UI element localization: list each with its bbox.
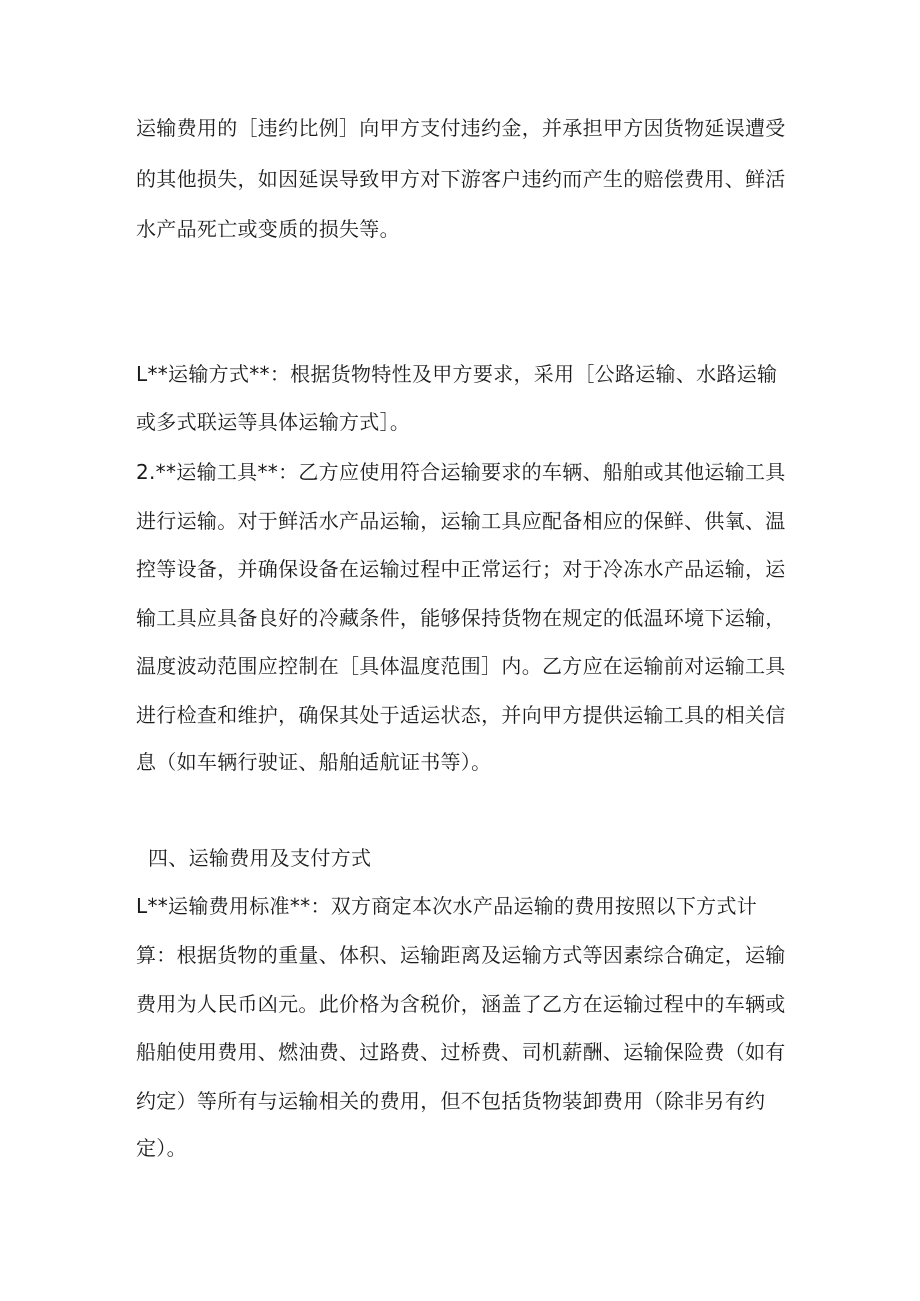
text-line: 运输费用的［违约比例］向甲方支付违约金，并承担甲方因货物延误遭受 <box>136 116 786 140</box>
text-line: L**运输方式**：根据货物特性及甲方要求，采用［公路运输、水路运输 <box>136 362 778 386</box>
text-line: 算：根据货物的重量、体积、运输距离及运输方式等因素综合确定，运输 <box>136 943 786 967</box>
text-line: 或多式联运等具体运输方式］。 <box>136 410 411 434</box>
text-line: 温度波动范围应控制在［具体温度范围］内。乙方应在运输前对运输工具 <box>136 654 786 678</box>
text-line: 定）。 <box>136 1136 187 1160</box>
text-line: 的其他损失，如因延误导致甲方对下游客户违约而产生的赔偿费用、鲜活 <box>136 167 786 191</box>
text-line: 进行运输。对于鲜活水产品运输，运输工具应配备相应的保鲜、供氧、温 <box>136 509 786 533</box>
text-line: 进行检查和维护，确保其处于适运状态，并向甲方提供运输工具的相关信 <box>136 703 786 727</box>
text-line: 费用为人民币凶元。此价格为含税价，涵盖了乙方在运输过程中的车辆或 <box>136 992 786 1016</box>
text-line: 输工具应具备良好的冷藏条件，能够保持货物在规定的低温环境下运输， <box>136 606 786 630</box>
text-line: 控等设备，并确保设备在运输过程中正常运行；对于冷冻水产品运输，运 <box>136 557 786 581</box>
text-line: 2.**运输工具**：乙方应使用符合运输要求的车辆、船舶或其他运输工具 <box>136 460 786 484</box>
section-title: 四、运输费用及支付方式 <box>148 846 372 870</box>
text-line: 水产品死亡或变质的损失等。 <box>136 217 400 241</box>
text-line: L**运输费用标准**：双方商定本次水产品运输的费用按照以下方式计 <box>136 894 758 918</box>
text-line: 息（如车辆行驶证、船舶适航证书等）。 <box>136 750 492 774</box>
text-line: 船舶使用费用、燃油费、过路费、过桥费、司机薪酬、运输保险费（如有 <box>136 1040 786 1064</box>
text-line: 约定）等所有与运输相关的费用，但不包括货物装卸费用（除非另有约 <box>136 1089 766 1113</box>
